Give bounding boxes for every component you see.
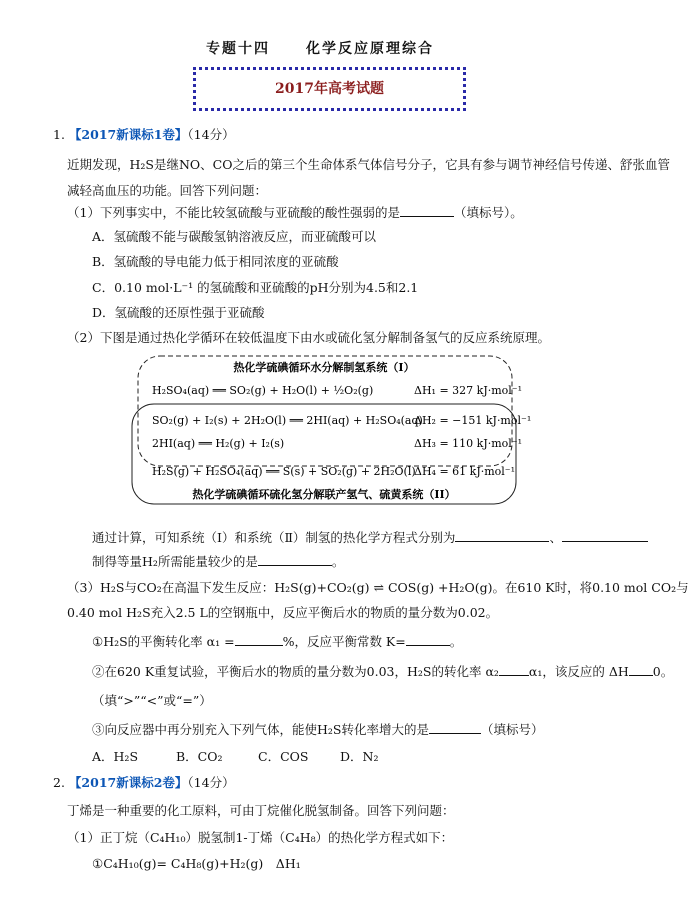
reaction-2: SO₂(g) + I₂(s) + 2H₂O(l) ══ 2HI(aq) + H₂SO₄(aq) bbox=[152, 414, 423, 427]
sub-question-2 bbox=[92, 662, 673, 680]
reaction-4: H₂S(g) + H₂SO₄(aq) ══ S(s) + SO₂(g) + 2H₂O(l) bbox=[152, 465, 416, 478]
sub-question-2-hint: （填“>”“<”或“=”） bbox=[92, 693, 212, 708]
enthalpy-1: ΔH₁ = 327 kJ·mol⁻¹ bbox=[414, 384, 523, 397]
diagram-title-bottom: 热化学硫碘循环硫化氢分解联产氢气、硫黄系统（II） bbox=[192, 488, 456, 501]
thermochemical-cycle-diagram bbox=[130, 352, 532, 507]
sub-text: ②在620 K重复试验，平衡后水的物质的量分数为0.03，H₂S的转化率 α₂ bbox=[92, 664, 499, 679]
stem-text: （1）下列事实中，不能比较氢硫酸与亚硫酸的酸性强弱的是 bbox=[67, 205, 400, 220]
part-2-stem: （2）下图是通过热化学循环在较低温度下由水或硫化氢分解制备氢气的反应系统原理。 bbox=[67, 330, 550, 345]
question-1-header bbox=[53, 125, 235, 143]
intro-line-1: 近期发现，H₂S是继NO、CO之后的第三个生命体系气体信号分子，它具有参与调节神经信号传递、舒张血管 bbox=[67, 157, 670, 172]
year-box bbox=[193, 67, 466, 111]
question-2-equation-1: ①C₄H₁₀(g)= C₄H₈(g)+H₂(g) ΔH₁ bbox=[92, 856, 301, 871]
part-1-stem bbox=[67, 203, 523, 221]
sub-text: ①H₂S的平衡转化率 α₁ = bbox=[92, 634, 235, 649]
answer-blank-gas[interactable] bbox=[429, 722, 481, 734]
question-number: 1. bbox=[53, 127, 65, 142]
question-2-header bbox=[53, 773, 235, 791]
calc-text: 通过计算，可知系统（Ⅰ）和系统（Ⅱ）制氢的热化学方程式分别为 bbox=[92, 530, 456, 545]
stem-hint: （填标号）。 bbox=[453, 205, 523, 220]
topic-number: 专题十四 bbox=[206, 41, 270, 57]
part-3-option-a: A．H₂S bbox=[92, 749, 139, 764]
part-3-option-b: B．CO₂ bbox=[176, 749, 223, 764]
source-tag: 【2017新课标1卷】 bbox=[68, 127, 188, 142]
sub-question-1 bbox=[92, 632, 462, 650]
sub-text: α₁，该反应的 ΔH bbox=[528, 664, 629, 679]
answer-blank-k[interactable] bbox=[406, 634, 450, 646]
score: （14分） bbox=[187, 775, 235, 790]
part-3-option-c: C．COS bbox=[258, 749, 309, 764]
option-a: A．氢硫酸不能与碳酸氢钠溶液反应，而亚硫酸可以 bbox=[92, 229, 377, 244]
year-box-label: 2017年高考试题 bbox=[275, 81, 384, 97]
page-title bbox=[0, 38, 640, 58]
enthalpy-2: ΔH₂ = −151 kJ·mol⁻¹ bbox=[414, 414, 532, 427]
punctuation: 。 bbox=[331, 554, 345, 569]
sub-question-3 bbox=[92, 720, 544, 738]
sub-text: %，反应平衡常数 K= bbox=[282, 634, 406, 649]
answer-blank[interactable] bbox=[400, 205, 454, 217]
part-3-option-d: D．N₂ bbox=[340, 749, 379, 764]
question-number: 2. bbox=[53, 775, 65, 790]
reaction-1: H₂SO₄(aq) ══ SO₂(g) + H₂O(l) + ½O₂(g) bbox=[152, 384, 374, 397]
answer-blank-delta-h[interactable] bbox=[629, 664, 653, 676]
answer-blank-conversion[interactable] bbox=[235, 634, 283, 646]
option-b: B．氢硫酸的导电能力低于相同浓度的亚硫酸 bbox=[92, 254, 339, 269]
question-2-part-1: （1）正丁烷（C₄H₁₀）脱氢制1-丁烯（C₄H₈）的热化学方程式如下： bbox=[67, 830, 454, 845]
answer-blank-compare[interactable] bbox=[499, 664, 529, 676]
sub-text: ③向反应器中再分别充入下列气体，能使H₂S转化率增大的是 bbox=[92, 722, 429, 737]
option-d: D．氢硫酸的还原性强于亚硫酸 bbox=[92, 305, 265, 320]
topic-title: 化学反应原理综合 bbox=[306, 41, 434, 57]
calc-text: 制得等量H₂所需能量较少的是 bbox=[92, 554, 258, 569]
option-c: C．0.10 mol·L⁻¹ 的氢硫酸和亚硫酸的pH分别为4.5和2.1 bbox=[92, 280, 419, 295]
part-3-stem-line-2: 0.40 mol H₂S充入2.5 L的空钢瓶中，反应平衡后水的物质的量分数为0.02。 bbox=[67, 605, 499, 620]
source-tag: 【2017新课标2卷】 bbox=[68, 775, 188, 790]
enthalpy-4: ΔH₄ = 61 kJ·mol⁻¹ bbox=[414, 465, 516, 478]
answer-blank-system-2[interactable] bbox=[562, 530, 648, 542]
punctuation: 。 bbox=[449, 634, 463, 649]
calc-line-1 bbox=[92, 528, 648, 546]
calc-line-2 bbox=[92, 552, 344, 570]
answer-blank-less-energy[interactable] bbox=[258, 554, 332, 566]
intro-line-2: 减轻高血压的功能。回答下列问题： bbox=[67, 183, 268, 198]
sub-text: （填标号） bbox=[480, 722, 544, 737]
enthalpy-3: ΔH₃ = 110 kJ·mol⁻¹ bbox=[414, 437, 523, 450]
answer-blank-system-1[interactable] bbox=[455, 530, 549, 542]
part-3-stem-line-1: （3）H₂S与CO₂在高温下发生反应：H₂S(g)+CO₂(g) ⇌ COS(g) +H₂O(g)。在610 K时，将0.10 mol CO₂与 bbox=[67, 580, 689, 595]
separator: 、 bbox=[549, 530, 562, 545]
diagram-title-top: 热化学硫碘循环水分解制氢系统（I） bbox=[233, 361, 415, 374]
sub-text: 0。 bbox=[652, 664, 674, 679]
reaction-3: 2HI(aq) ══ H₂(g) + I₂(s) bbox=[152, 437, 285, 450]
question-2-intro: 丁烯是一种重要的化工原料，可由丁烷催化脱氢制备。回答下列问题： bbox=[67, 803, 455, 818]
score: （14分） bbox=[187, 127, 235, 142]
